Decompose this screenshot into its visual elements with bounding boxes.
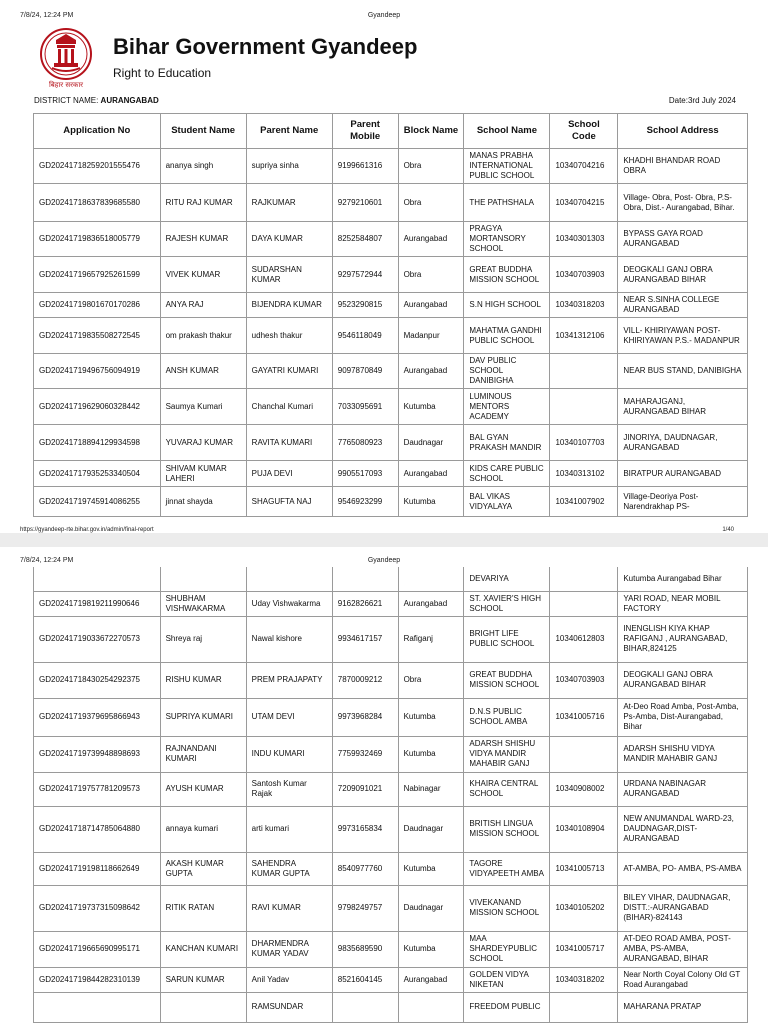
cell-student-name: ANSH KUMAR [160,354,246,389]
cell-application-no: GD20241718430254292375 [34,662,161,698]
cell-application-no: GD20241719496756094919 [34,354,161,389]
cell-block-name: Kutumba [398,698,464,736]
cell-school-name: ADARSH SHISHU VIDYA MANDIR MAHABIR GANJ [464,736,550,772]
cell-application-no [34,567,161,591]
cell-school-code: 10341005713 [550,852,618,885]
cell-school-name: PRAGYA MORTANSORY SCHOOL [464,222,550,257]
cell-parent-name: arti kumari [246,806,332,852]
cell-school-name: GREAT BUDDHA MISSION SCHOOL [464,662,550,698]
column-header-application-no: Application No [34,114,161,149]
cell-block-name: Nabinagar [398,772,464,806]
table-row [34,591,748,616]
cell-school-code [550,389,618,425]
cell-application-no: GD20241719757781209573 [34,772,161,806]
cell-parent-name [246,567,332,591]
cell-parent-name: SUDARSHAN KUMAR [246,257,332,293]
cell-parent-name: RAVITA KUMARI [246,425,332,461]
cell-school-address: DEOGKALI GANJ OBRA AURANGABAD BIHAR [618,257,748,293]
table-row [34,772,748,806]
table-row [34,662,748,698]
cell-school-code: 10340313102 [550,461,618,487]
cell-block-name: Obra [398,149,464,184]
cell-block-name: Daudnagar [398,806,464,852]
cell-school-name: BRITISH LINGUA MISSION SCHOOL [464,806,550,852]
cell-parent-mobile: 9546923299 [332,487,398,517]
cell-application-no: GD20241717935253340504 [34,461,161,487]
cell-application-no: GD20241719835508272545 [34,318,161,354]
cell-parent-mobile [332,992,398,1022]
table-row [34,184,748,222]
cell-school-address: AT-DEO ROAD AMBA, POST-AMBA, PS-AMBA, AURANGABAD, BIHAR [618,931,748,967]
cell-school-code: 10340704215 [550,184,618,222]
print-site-name: Gyandeep [367,12,401,19]
print-page-number: 1/40 [722,527,734,533]
cell-school-code: 10340301303 [550,222,618,257]
cell-student-name: SHIVAM KUMAR LAHERI [160,461,246,487]
table-row [34,149,748,184]
table-body-continued [34,567,748,1022]
cell-school-address: BIRATPUR AURANGABAD [618,461,748,487]
table-row [34,257,748,293]
cell-block-name: Aurangabad [398,591,464,616]
cell-parent-mobile: 9279210601 [332,184,398,222]
cell-school-name: D.N.S PUBLIC SCHOOL AMBA [464,698,550,736]
column-header-parent-mobile: Parent Mobile [332,114,398,149]
cell-school-code [550,591,618,616]
cell-parent-mobile: 7765080923 [332,425,398,461]
table-row [34,567,748,591]
cell-parent-name: BIJENDRA KUMAR [246,293,332,318]
cell-student-name: ANYA RAJ [160,293,246,318]
district-label: DISTRICT NAME: [34,96,99,105]
table-row [34,354,748,389]
cell-parent-mobile: 9835689590 [332,931,398,967]
cell-school-address: MAHARANA PRATAP [618,992,748,1022]
cell-student-name: RAJESH KUMAR [160,222,246,257]
cell-school-address: ADARSH SHISHU VIDYA MANDIR MAHABIR GANJ [618,736,748,772]
cell-student-name: ananya singh [160,149,246,184]
table-row [34,293,748,318]
cell-block-name: Aurangabad [398,222,464,257]
cell-school-code [550,567,618,591]
cell-parent-mobile [332,567,398,591]
district-value: AURANGABAD [100,96,159,105]
cell-parent-name: RAJKUMAR [246,184,332,222]
cell-parent-name: UTAM DEVI [246,698,332,736]
cell-block-name: Obra [398,257,464,293]
cell-student-name: annaya kumari [160,806,246,852]
cell-student-name: SUPRIYA KUMARI [160,698,246,736]
cell-application-no: GD20241719629060328442 [34,389,161,425]
cell-school-address: DEOGKALI GANJ OBRA AURANGABAD BIHAR [618,662,748,698]
report-page-2 [0,547,768,1024]
cell-application-no: GD20241719801670170286 [34,293,161,318]
print-site-name: Gyandeep [367,557,401,564]
cell-school-name: TAGORE VIDYAPEETH AMBA [464,852,550,885]
cell-parent-name: Anil Yadav [246,967,332,992]
cell-student-name [160,992,246,1022]
cell-school-code: 10340108904 [550,806,618,852]
cell-school-code: 10341312106 [550,318,618,354]
cell-parent-name: Chanchal Kumari [246,389,332,425]
cell-parent-mobile: 9798249757 [332,885,398,931]
table-row [34,461,748,487]
cell-parent-mobile: 8252584807 [332,222,398,257]
cell-school-code: 10340107703 [550,425,618,461]
cell-school-address: NEAR BUS STAND, DANIBIGHA [618,354,748,389]
table-row [34,389,748,425]
cell-student-name: SHUBHAM VISHWAKARMA [160,591,246,616]
cell-school-code: 10340318202 [550,967,618,992]
cell-school-address: YARI ROAD, NEAR MOBIL FACTORY [618,591,748,616]
table-row [34,992,748,1022]
cell-parent-mobile: 9546118049 [332,318,398,354]
page-separator [0,533,768,547]
cell-student-name: YUVARAJ KUMAR [160,425,246,461]
cell-block-name: Obra [398,662,464,698]
cell-student-name: AYUSH KUMAR [160,772,246,806]
table-row [34,806,748,852]
cell-school-name: KIDS CARE PUBLIC SCHOOL [464,461,550,487]
table-row [34,736,748,772]
table-row [34,967,748,992]
cell-application-no: GD20241719737315098642 [34,885,161,931]
cell-school-code: 10340704216 [550,149,618,184]
district-line [34,96,159,105]
print-url: https://gyandeep-rte.bihar.gov.in/admin/final-report [20,527,154,533]
cell-school-name: LUMINOUS MENTORS ACADEMY [464,389,550,425]
table-row [34,931,748,967]
table-row [34,698,748,736]
cell-application-no: GD20241719198118662649 [34,852,161,885]
cell-parent-mobile: 9162826621 [332,591,398,616]
cell-student-name: om prakash thakur [160,318,246,354]
cell-block-name: Kutumba [398,487,464,517]
cell-parent-name: udhesh thakur [246,318,332,354]
cell-block-name: Rafiganj [398,616,464,662]
cell-school-name: DEVARIYA [464,567,550,591]
cell-parent-name: PUJA DEVI [246,461,332,487]
cell-application-no [34,992,161,1022]
cell-parent-name: DAYA KUMAR [246,222,332,257]
cell-school-address: VILL- KHIRIYAWAN POST- KHIRIYAWAN P.S.- MADANPUR [618,318,748,354]
cell-application-no: GD20241718894129934598 [34,425,161,461]
cell-parent-mobile: 9905517093 [332,461,398,487]
cell-school-name: FREEDOM PUBLIC [464,992,550,1022]
cell-block-name: Aurangabad [398,967,464,992]
cell-school-address: BYPASS GAYA ROAD AURANGABAD [618,222,748,257]
cell-school-address: AT-AMBA, PO- AMBA, PS-AMBA [618,852,748,885]
cell-parent-mobile: 9973968284 [332,698,398,736]
cell-student-name: AKASH KUMAR GUPTA [160,852,246,885]
cell-school-name: BRIGHT LIFE PUBLIC SCHOOL [464,616,550,662]
cell-school-code: 10340612803 [550,616,618,662]
cell-block-name: Kutumba [398,389,464,425]
cell-parent-mobile: 9934617157 [332,616,398,662]
cell-student-name: Shreya raj [160,616,246,662]
cell-school-name: BAL GYAN PRAKASH MANDIR [464,425,550,461]
cell-parent-mobile: 9199661316 [332,149,398,184]
cell-school-address: KHADHI BHANDAR ROAD OBRA [618,149,748,184]
cell-school-address: URDANA NABINAGAR AURANGABAD [618,772,748,806]
cell-application-no: GD20241719745914086255 [34,487,161,517]
report-date: Date:3rd July 2024 [668,96,736,105]
cell-parent-mobile: 9523290815 [332,293,398,318]
cell-school-address: Kutumba Aurangabad Bihar [618,567,748,591]
cell-application-no: GD20241719836518005779 [34,222,161,257]
cell-application-no: GD20241718637839685580 [34,184,161,222]
table-row [34,487,748,517]
cell-school-code: 10341007902 [550,487,618,517]
cell-school-name: THE PATHSHALA [464,184,550,222]
column-header-school-address: School Address [618,114,748,149]
cell-parent-mobile: 7209091021 [332,772,398,806]
applications-table [33,113,748,517]
cell-parent-name: INDU KUMARI [246,736,332,772]
page-subtitle: Right to Education [113,66,212,80]
cell-school-address: Village- Obra, Post- Obra, P.S- Obra, Dist.- Aurangabad, Bihar. [618,184,748,222]
cell-school-address: BILEY VIHAR, DAUDNAGAR, DISTT.:-AURANGABAD (BIHAR)-824143 [618,885,748,931]
cell-student-name: jinnat shayda [160,487,246,517]
table-row [34,318,748,354]
column-header-parent-name: Parent Name [246,114,332,149]
cell-block-name [398,992,464,1022]
cell-parent-mobile: 7870009212 [332,662,398,698]
column-header-school-code: School Code [550,114,618,149]
cell-student-name: RITIK RATAN [160,885,246,931]
cell-school-address: JINORIYA, DAUDNAGAR, AURANGABAD [618,425,748,461]
cell-school-code [550,354,618,389]
table-row [34,885,748,931]
cell-application-no: GD20241719657925261599 [34,257,161,293]
cell-parent-mobile: 9097870849 [332,354,398,389]
cell-student-name: SARUN KUMAR [160,967,246,992]
cell-school-address: At-Deo Road Amba, Post-Amba, Ps-Amba, Dist-Aurangabad, Bihar [618,698,748,736]
cell-parent-mobile: 9297572944 [332,257,398,293]
cell-parent-name: RAMSUNDAR [246,992,332,1022]
cell-school-name: KHAIRA CENTRAL SCHOOL [464,772,550,806]
cell-school-name: DAV PUBLIC SCHOOL DANIBIGHA [464,354,550,389]
cell-parent-mobile: 7759932469 [332,736,398,772]
cell-application-no: GD20241719739948898693 [34,736,161,772]
cell-application-no: GD20241719665690995171 [34,931,161,967]
cell-school-code [550,736,618,772]
cell-parent-name: Uday Vishwakarma [246,591,332,616]
cell-school-name: MAHATMA GANDHI PUBLIC SCHOOL [464,318,550,354]
cell-parent-mobile: 8540977760 [332,852,398,885]
print-datetime: 7/8/24, 12:24 PM [20,12,74,19]
cell-school-name: MAA SHARDEYPUBLIC SCHOOL [464,931,550,967]
column-header-school-name: School Name [464,114,550,149]
cell-school-name: VIVEKANAND MISSION SCHOOL [464,885,550,931]
cell-parent-name: supriya sinha [246,149,332,184]
table-row [34,616,748,662]
print-datetime: 7/8/24, 12:24 PM [20,557,74,564]
cell-block-name: Kutumba [398,852,464,885]
cell-school-address: INENGLISH KIYA KHAP RAFIGANJ , AURANGABAD, BIHAR,824125 [618,616,748,662]
cell-application-no: GD20241718259201555476 [34,149,161,184]
cell-school-code: 10341005717 [550,931,618,967]
cell-parent-mobile: 7033095691 [332,389,398,425]
cell-school-name: BAL VIKAS VIDYALAYA [464,487,550,517]
cell-school-code: 10340703903 [550,257,618,293]
cell-school-name: MANAS PRABHA INTERNATIONAL PUBLIC SCHOOL [464,149,550,184]
cell-block-name: Kutumba [398,736,464,772]
cell-parent-name: DHARMENDRA KUMAR YADAV [246,931,332,967]
cell-parent-mobile: 9973165834 [332,806,398,852]
cell-application-no: GD20241719844282310139 [34,967,161,992]
cell-block-name: Aurangabad [398,461,464,487]
table-body [34,149,748,517]
cell-student-name: KANCHAN KUMARI [160,931,246,967]
cell-school-name: GREAT BUDDHA MISSION SCHOOL [464,257,550,293]
cell-student-name: RISHU KUMAR [160,662,246,698]
cell-school-code: 10340105202 [550,885,618,931]
cell-school-address: Near North Coyal Colony Old GT Road Aurangabad [618,967,748,992]
cell-application-no: GD20241719033672270573 [34,616,161,662]
cell-block-name: Aurangabad [398,354,464,389]
table-row [34,425,748,461]
cell-school-address: NEW ANUMANDAL WARD-23, DAUDNAGAR,DIST-AURANGABAD [618,806,748,852]
cell-student-name [160,567,246,591]
cell-block-name: Aurangabad [398,293,464,318]
cell-school-code: 10340318203 [550,293,618,318]
cell-block-name: Kutumba [398,931,464,967]
cell-student-name: RAJNANDANI KUMARI [160,736,246,772]
cell-block-name: Madanpur [398,318,464,354]
cell-parent-name: RAVI KUMAR [246,885,332,931]
cell-school-address: Village-Deoriya Post-Narendrakhap PS- [618,487,748,517]
cell-application-no: GD20241719819211990646 [34,591,161,616]
cell-block-name: Obra [398,184,464,222]
cell-student-name: Saumya Kumari [160,389,246,425]
cell-school-name: GOLDEN VIDYA NIKETAN [464,967,550,992]
column-header-student-name: Student Name [160,114,246,149]
table-row [34,852,748,885]
cell-parent-name: PREM PRAJAPATY [246,662,332,698]
cell-block-name: Daudnagar [398,425,464,461]
cell-school-name: ST. XAVIER'S HIGH SCHOOL [464,591,550,616]
column-header-block-name: Block Name [398,114,464,149]
table-row [34,222,748,257]
cell-parent-name: SAHENDRA KUMAR GUPTA [246,852,332,885]
logo-caption: बिहार सरकार [48,81,84,89]
cell-block-name: Daudnagar [398,885,464,931]
cell-student-name: VIVEK KUMAR [160,257,246,293]
page-title: Bihar Government Gyandeep [113,34,418,59]
cell-school-code: 10340703903 [550,662,618,698]
cell-school-address: NEAR S.SINHA COLLEGE AURANGABAD [618,293,748,318]
cell-school-code [550,992,618,1022]
cell-school-name: S.N HIGH SCHOOL [464,293,550,318]
cell-parent-name: GAYATRI KUMARI [246,354,332,389]
cell-block-name [398,567,464,591]
cell-school-code: 10341005716 [550,698,618,736]
cell-application-no: GD20241718714785064880 [34,806,161,852]
cell-student-name: RITU RAJ KUMAR [160,184,246,222]
cell-school-address: MAHARAJGANJ, AURANGABAD BIHAR [618,389,748,425]
cell-parent-name: Santosh Kumar Rajak [246,772,332,806]
table-header-row [34,114,748,149]
applications-table-continued [33,567,748,1023]
cell-parent-name: SHAGUFTA NAJ [246,487,332,517]
cell-application-no: GD20241719379695866943 [34,698,161,736]
cell-parent-mobile: 8521604145 [332,967,398,992]
bihar-government-emblem-icon [38,28,94,90]
cell-parent-name: Nawal kishore [246,616,332,662]
cell-school-code: 10340908002 [550,772,618,806]
